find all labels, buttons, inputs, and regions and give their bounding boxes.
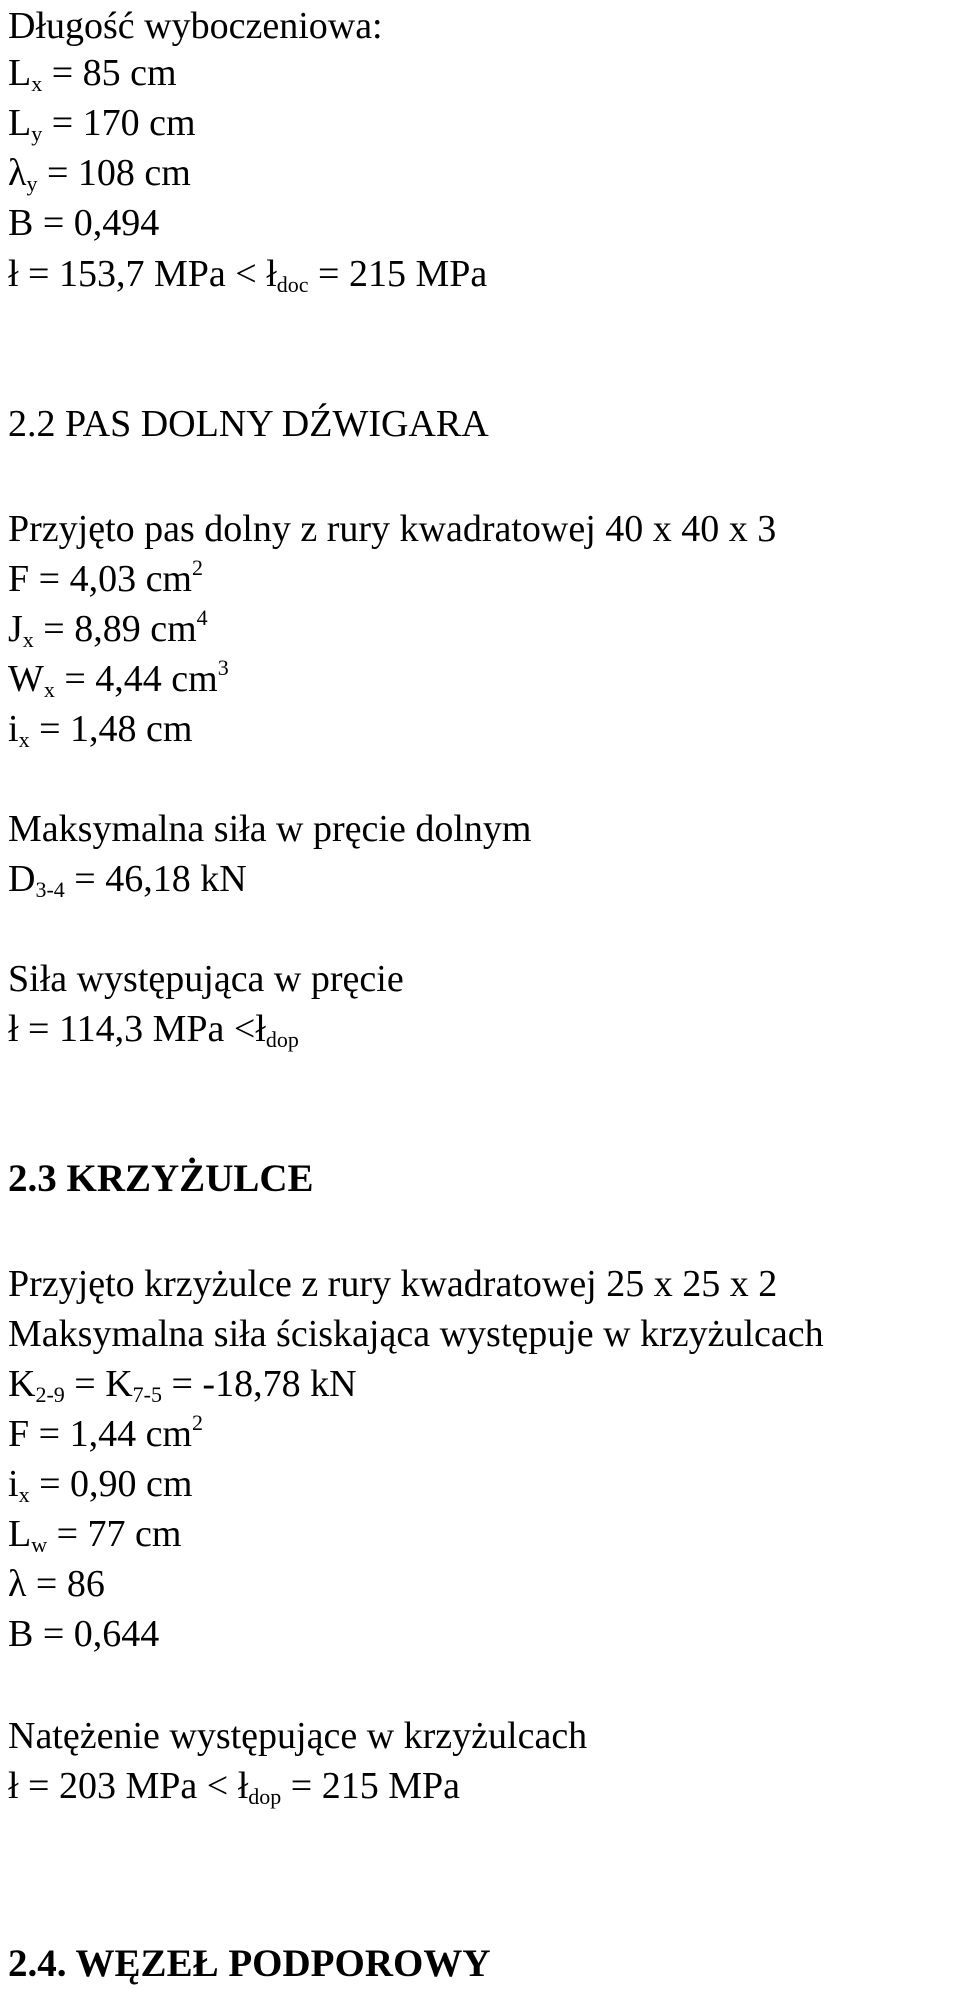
bottom-chord-ix: $i_x = 1,48$ cm: [8, 708, 193, 752]
diagonals-f: F = 1,44 $cm^2$: [8, 1410, 203, 1455]
bottom-chord-wx: $W_x = 4,44$ $cm^3$: [8, 655, 229, 702]
support-node-heading: 2.4. WĘZEŁ PODPOROWY: [8, 1942, 491, 1985]
buckling-title: Długość wyboczeniowa:: [8, 5, 383, 47]
bottom-chord-max-force-label: Maksymalna siła w pręcie dolnym: [8, 808, 532, 850]
diagonals-ix: $i_x = 0,90$ cm: [8, 1463, 193, 1507]
bottom-chord-force-label: Siła występująca w pręcie: [8, 958, 404, 1000]
diagonals-stress: ł = 203 MPa < $ł_{dop} = 215$ MPa: [8, 1765, 460, 1809]
bottom-chord-d34: $D_{3-4} = 46,18$ kN: [8, 858, 247, 902]
diagonals-tension-label: Natężenie występujące w krzyżulcach: [8, 1715, 588, 1757]
buckling-ly: $L_y = 170$ cm: [8, 102, 196, 146]
diagonals-b: B = 0,644: [8, 1613, 160, 1655]
bottom-chord-stress: ł = 114,3 MPa $<ł_{dop}$: [8, 1008, 299, 1052]
diagonals-heading: 2.3 KRZYŻULCE: [8, 1157, 314, 1200]
bottom-chord-intro: Przyjęto pas dolny z rury kwadratowej 40 x 40 x 3: [8, 508, 777, 550]
buckling-b: B = 0,494: [8, 202, 160, 244]
bottom-chord-heading: 2.2 PAS DOLNY DŹWIGARA: [8, 403, 489, 445]
diagonals-lambda: λ = 86: [8, 1563, 105, 1605]
diagonals-intro: Przyjęto krzyżulce z rury kwadratowej 25 x 25 x 2: [8, 1263, 778, 1305]
diagonals-max-comp: Maksymalna siła ściskająca występuje w krzyżulcach: [8, 1313, 824, 1355]
bottom-chord-f: F = 4,03 $cm^2$: [8, 555, 203, 600]
buckling-lambda-y: $\lambda_y = 108$ cm: [8, 152, 191, 196]
bottom-chord-jx: $J_x = 8,89$ $cm^4$: [8, 605, 208, 652]
diagonals-lw: $L_w = 77$ cm: [8, 1513, 182, 1557]
buckling-stress: ł = 153,7 MPa < $ł_{doc} = 215$ MPa: [8, 253, 488, 297]
buckling-lx: $L_x = 85$ cm: [8, 52, 177, 96]
diagonals-k: $K_{2-9} = K_{7-5} = -18,78$ kN: [8, 1363, 357, 1407]
